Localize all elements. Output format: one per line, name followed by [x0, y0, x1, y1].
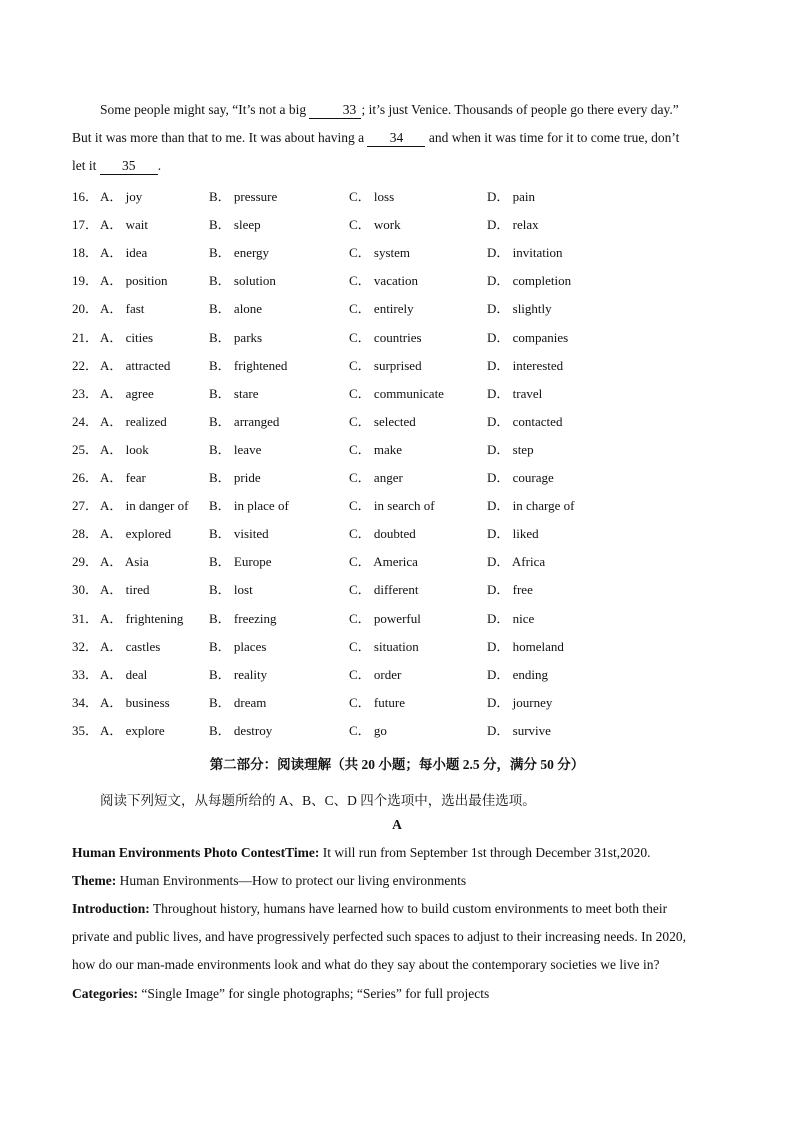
- option-a: A． realized: [100, 413, 167, 429]
- option-c: C． make: [349, 441, 403, 457]
- option-b: B． freezing: [209, 610, 277, 626]
- option-d: D． slightly: [487, 301, 552, 317]
- question-row: [72, 551, 722, 571]
- option-c: C． selected: [349, 413, 416, 429]
- option-c: C． countries: [349, 329, 422, 345]
- option-d: D． interested: [487, 357, 564, 373]
- contest-theme-line: [72, 873, 722, 889]
- option-c: C． system: [349, 245, 411, 261]
- contest-intro-line-1: [72, 901, 722, 917]
- option-a: A． joy: [100, 189, 143, 204]
- section-title: 第二部分：阅读理解（共 20 小题；每小题 2.5 分，满分 50 分）: [209, 757, 585, 772]
- passage-text: [72, 96, 722, 124]
- option-c: C． vacation: [349, 273, 418, 289]
- option-d: D． travel: [487, 385, 543, 401]
- option-d: D． free: [487, 582, 533, 598]
- option-b: B． sleep: [209, 217, 261, 233]
- option-c: C． America: [349, 554, 418, 570]
- option-b: B． frightened: [209, 357, 288, 373]
- option-a: A． frightening: [100, 610, 184, 626]
- question-number: 32．: [72, 638, 99, 654]
- option-a: A． attracted: [100, 357, 171, 373]
- question-number: 18．: [72, 245, 99, 261]
- option-b: B． visited: [209, 526, 269, 542]
- question-row: [72, 383, 722, 403]
- option-b: B． energy: [209, 245, 270, 261]
- intro-text-1: Throughout history, humans have learned how to build custom environments to meet both their: [149, 901, 668, 916]
- question-number: 22．: [72, 357, 99, 373]
- passage-line-2: [72, 124, 722, 152]
- option-a: A． tired: [100, 582, 150, 598]
- option-a: A． fear: [100, 470, 146, 485]
- option-d: D． contacted: [487, 413, 563, 429]
- question-row: [72, 720, 722, 740]
- option-d: D． completion: [487, 273, 572, 289]
- option-b: B． Europe: [209, 554, 272, 570]
- option-a: A． explored: [100, 526, 172, 542]
- option-a: A． castles: [100, 638, 161, 654]
- option-d: D． homeland: [487, 638, 564, 654]
- intro-text-3: how do our man-made environments look and what do they say about the contemporary societies we live in?: [72, 957, 660, 972]
- option-b: B． parks: [209, 329, 263, 345]
- question-row: [72, 664, 722, 684]
- passage-label: A: [392, 817, 402, 832]
- option-b: B． alone: [209, 301, 263, 317]
- question-row: [72, 636, 722, 656]
- contest-categories-line: [72, 986, 722, 1002]
- blank-34: 34: [367, 130, 425, 147]
- question-row: [72, 270, 722, 290]
- option-a: A． agree: [100, 385, 154, 401]
- option-a: A． look: [100, 441, 149, 457]
- option-c: C． anger: [349, 470, 403, 485]
- option-c: C． loss: [349, 189, 395, 204]
- question-row: [72, 214, 722, 234]
- option-a: A． Asia: [100, 554, 149, 570]
- option-b: B． in place of: [209, 498, 289, 514]
- categories-text: “Single Image” for single photographs; “Series” for full projects: [137, 986, 490, 1001]
- option-b: B． lost: [209, 582, 253, 598]
- passage-line-3: [72, 152, 722, 180]
- question-row: [72, 355, 722, 375]
- option-d: D． journey: [487, 694, 553, 710]
- question-row: [72, 608, 722, 628]
- question-number: 24．: [72, 413, 99, 429]
- option-a: A． cities: [100, 329, 154, 345]
- option-b: B． reality: [209, 666, 268, 682]
- theme-text: Human Environments—How to protect our living environments: [116, 873, 467, 888]
- question-number: 19．: [72, 273, 99, 289]
- section-instruction: 阅读下列短文，从每题所给的 A、B、C、D 四个选项中，选出最佳选项。: [100, 793, 536, 808]
- question-number: 28．: [72, 526, 99, 542]
- option-a: A． business: [100, 694, 170, 710]
- option-d: D． nice: [487, 610, 535, 626]
- question-row: [72, 411, 722, 431]
- option-c: C． surprised: [349, 357, 422, 373]
- question-number: 29．: [72, 554, 99, 570]
- option-d: D． companies: [487, 329, 569, 345]
- question-number: 17．: [72, 217, 99, 233]
- question-number: 25．: [72, 441, 99, 457]
- option-c: C． doubted: [349, 526, 416, 542]
- option-d: D． liked: [487, 526, 539, 542]
- option-a: A． in danger of: [100, 498, 189, 514]
- option-a: A． position: [100, 273, 168, 289]
- question-number: 20．: [72, 301, 99, 317]
- option-d: D． ending: [487, 666, 549, 682]
- passage-line3-end: .: [157, 158, 162, 173]
- question-number: 33．: [72, 666, 99, 682]
- option-b: B． stare: [209, 385, 259, 401]
- question-row: [72, 439, 722, 459]
- question-number: 35．: [72, 722, 99, 738]
- option-c: C． work: [349, 217, 401, 233]
- option-d: D． survive: [487, 722, 551, 738]
- intro-text-2: private and public lives, and have progressively perfected such spaces to adjust to their increasing needs. In 2020,: [72, 929, 687, 944]
- question-row: [72, 186, 722, 206]
- option-b: B． pride: [209, 470, 261, 485]
- passage-line2-start: But it was more than that to me. It was about having a: [72, 130, 368, 145]
- option-b: B． places: [209, 638, 267, 654]
- option-b: B． dream: [209, 694, 267, 710]
- option-d: D． relax: [487, 217, 539, 233]
- option-d: D． in charge of: [487, 498, 575, 514]
- question-number: 23．: [72, 385, 99, 401]
- option-c: C． communicate: [349, 385, 444, 401]
- question-number: 34．: [72, 694, 99, 710]
- option-c: C． different: [349, 582, 419, 598]
- option-d: D． invitation: [487, 245, 563, 261]
- question-number: 16．: [72, 189, 99, 204]
- theme-label: Theme:: [72, 873, 117, 888]
- question-row: [72, 298, 722, 318]
- passage-line1-start: Some people might say, “It’s not a big: [100, 102, 310, 117]
- passage-line3-start: let it: [72, 158, 100, 173]
- question-number: 26．: [72, 470, 99, 485]
- option-d: D． pain: [487, 189, 536, 204]
- option-b: B． pressure: [209, 189, 278, 204]
- question-row: [72, 242, 722, 262]
- contest-intro-line-2: [72, 929, 722, 945]
- question-number: 21．: [72, 329, 99, 345]
- option-d: D． courage: [487, 470, 554, 485]
- blank-35: 35: [100, 158, 158, 175]
- question-row: [72, 467, 722, 487]
- question-row: [72, 692, 722, 712]
- option-c: C． in search of: [349, 498, 435, 514]
- option-a: A． idea: [100, 245, 148, 261]
- question-number: 30．: [72, 582, 99, 598]
- contest-title-label: Human Environments Photo ContestTime:: [72, 845, 320, 860]
- intro-label: Introduction:: [72, 901, 150, 916]
- option-a: A． deal: [100, 666, 148, 682]
- option-d: D． step: [487, 441, 534, 457]
- option-a: A． wait: [100, 217, 149, 233]
- option-c: C． entirely: [349, 301, 414, 317]
- question-row: [72, 327, 722, 347]
- blank-33: 33: [309, 102, 361, 119]
- passage-line2-end: and when it was time for it to come true, don’t: [425, 130, 680, 145]
- option-b: B． arranged: [209, 413, 280, 429]
- question-row: [72, 495, 722, 515]
- question-number: 31．: [72, 610, 99, 626]
- option-d: D． Africa: [487, 554, 546, 570]
- option-b: B． solution: [209, 273, 276, 289]
- categories-label: Categories:: [72, 986, 138, 1001]
- option-c: C． future: [349, 694, 405, 710]
- option-c: C． situation: [349, 638, 419, 654]
- option-c: C． order: [349, 666, 402, 682]
- option-a: A． fast: [100, 301, 145, 317]
- option-a: A． explore: [100, 722, 165, 738]
- contest-time-text: It will run from September 1st through December 31st,2020.: [319, 845, 651, 860]
- option-b: B． destroy: [209, 722, 273, 738]
- option-c: C． go: [349, 722, 387, 738]
- passage-line1-end: ; it’s just Venice. Thousands of people go there every day.”: [361, 102, 679, 117]
- question-number: 27．: [72, 498, 99, 514]
- question-row: [72, 579, 722, 599]
- contest-title-line: [72, 845, 722, 861]
- question-row: [72, 523, 722, 543]
- contest-intro-line-3: [72, 957, 722, 973]
- option-b: B． leave: [209, 441, 262, 457]
- option-c: C． powerful: [349, 610, 421, 626]
